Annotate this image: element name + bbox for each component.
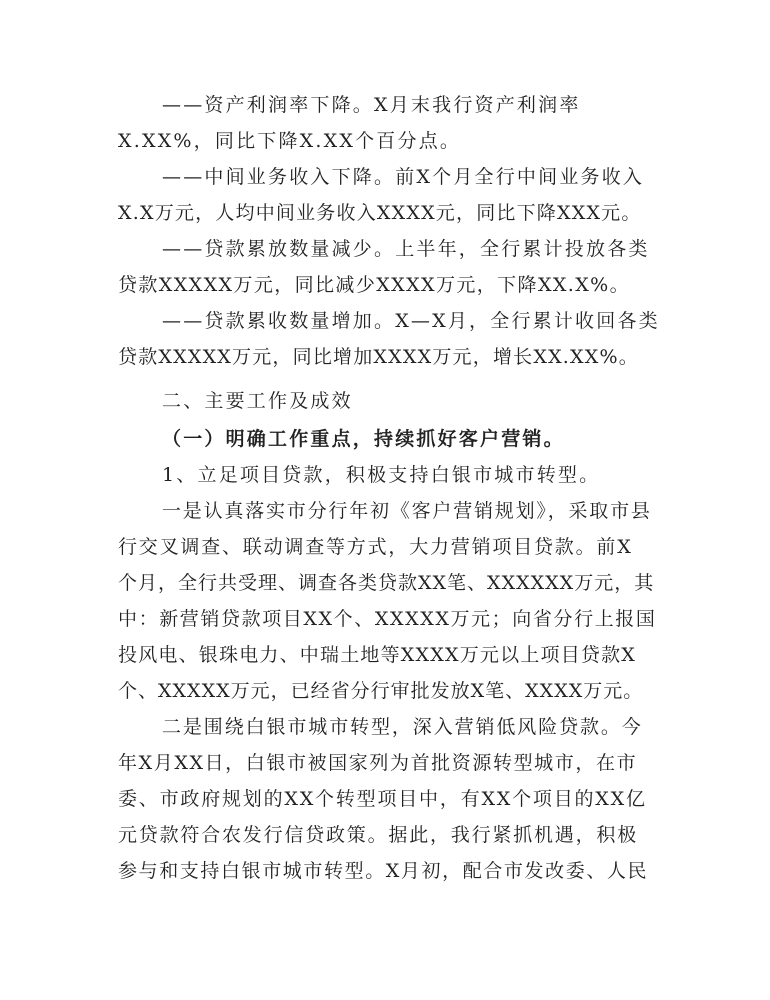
paragraph-line: 贷款XXXXX万元，同比增加XXXX万元，增长XX.XX%。 (118, 346, 639, 368)
paragraph-line: 中：新营销贷款项目XX个、XXXXX万元；向省分行上报国 (118, 608, 657, 630)
paragraph-line: ——贷款累放数量减少。上半年，全行累计投放各类 (162, 238, 650, 260)
paragraph-line: 元贷款符合农发行信贷政策。据此，我行紧抓机遇，积极 (118, 824, 639, 846)
paragraph-line: 投风电、银珠电力、中瑞土地等XXXX万元以上项目贷款X (118, 644, 637, 666)
section-heading: 二、主要工作及成效 (162, 390, 353, 412)
paragraph-line: 一是认真落实市分行年初《客户营销规划》，采取市县 (162, 500, 652, 522)
paragraph-line: ——贷款累收数量增加。X—X月，全行累计收回各类 (162, 310, 660, 332)
subsection-heading: （一）明确工作重点，持续抓好客户营销。 (162, 428, 565, 450)
paragraph-line: X.X万元，人均中间业务收入XXXX元，同比下降XXX元。 (118, 202, 642, 224)
paragraph-line: 贷款XXXXX万元，同比减少XXXX万元，下降XX.X%。 (118, 274, 631, 296)
paragraph-line: ——中间业务收入下降。前X个月全行中间业务收入 (162, 166, 645, 188)
paragraph-line: 参与和支持白银市城市转型。X月初，配合市发改委、人民 (118, 860, 649, 882)
paragraph-line: 个、XXXXX万元，已经省分行审批发放X笔、XXXX万元。 (118, 680, 644, 702)
paragraph-line: 个月，全行共受理、调查各类贷款XX笔、XXXXXX万元，其 (118, 572, 655, 594)
paragraph-line: X.XX%，同比下降X.XX个百分点。 (118, 130, 462, 152)
paragraph-line: ——资产利润率下降。X月末我行资产利润率 (162, 94, 581, 116)
paragraph-line: 行交叉调查、联动调查等方式，大力营销项目贷款。前X (118, 536, 633, 558)
paragraph-line: 二是围绕白银市城市转型，深入营销低风险贷款。今 (162, 716, 643, 738)
paragraph-line: 年X月XX日，白银市被国家列为首批资源转型城市，在市 (118, 752, 638, 774)
paragraph-line: 委、市政府规划的XX个转型项目中，有XX个项目的XX亿 (118, 788, 647, 810)
item-heading: 1、立足项目贷款，积极支持白银市城市转型。 (162, 464, 601, 486)
